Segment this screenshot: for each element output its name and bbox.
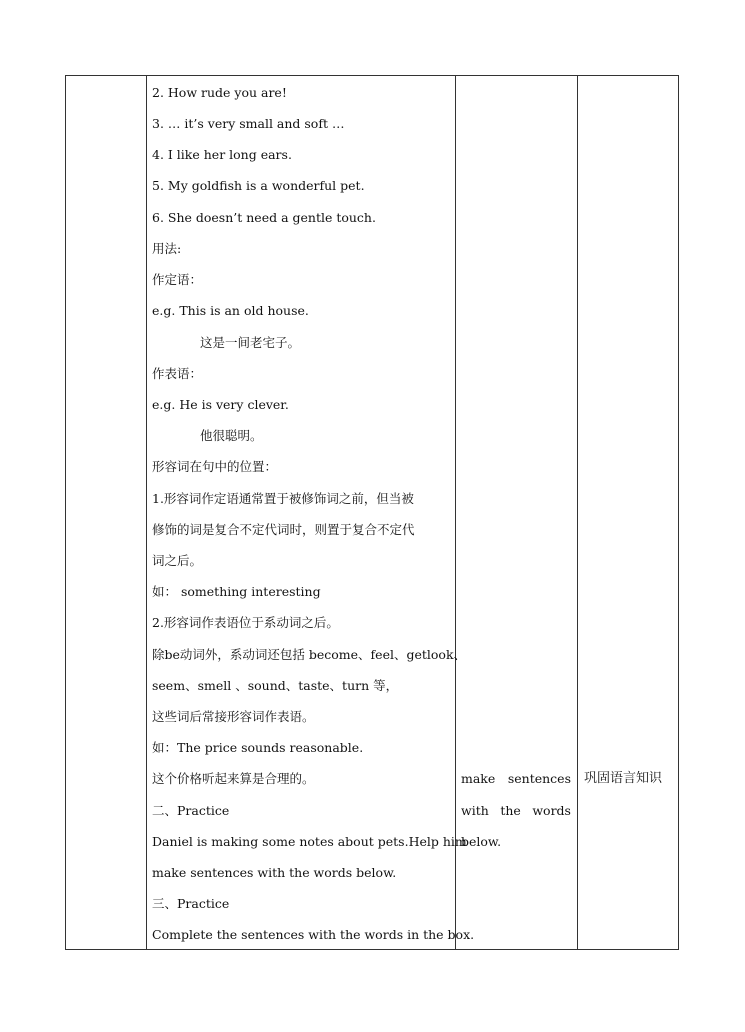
text-line: e.g. This is an old house. <box>152 303 309 318</box>
purpose-text: 巩固语言知识 <box>584 771 663 786</box>
text-line <box>152 834 467 850</box>
word: the <box>500 803 521 818</box>
word: sentences <box>507 771 571 786</box>
activity-line <box>461 803 571 819</box>
text-line: e.g. He is very clever. <box>152 397 289 412</box>
word: with <box>461 803 489 818</box>
text-line: 这些词后常接形容词作表语。 <box>152 709 315 724</box>
text-line: 如： something interesting <box>152 584 321 599</box>
activity-line <box>461 834 571 850</box>
activity-line <box>461 771 571 787</box>
text-line: 3. … it’s very small and soft … <box>152 116 345 131</box>
text-line: 形容词在句中的位置： <box>152 459 278 474</box>
text-line: 这个价格听起来算是合理的。 <box>152 771 315 786</box>
text-line: 词之后。 <box>152 553 203 568</box>
text-line: 5. My goldfish is a wonderful pet. <box>152 178 365 193</box>
text-line: 2.形容词作表语位于系动词之后。 <box>152 615 339 630</box>
column-divider <box>455 76 456 949</box>
text-line: 2. How rude you are! <box>152 85 287 100</box>
text-line: 6. She doesn’t need a gentle touch. <box>152 210 376 225</box>
text-line: Complete the sentences with the words in the box. <box>152 927 475 942</box>
text-line: seem、smell 、sound、taste、turn 等， <box>152 678 399 693</box>
word: below. <box>461 834 502 849</box>
text-line: 作表语： <box>152 366 203 381</box>
text-line: make sentences with the words below. <box>152 865 397 880</box>
text-line: 用法: <box>152 241 182 256</box>
text-line: 三、Practice <box>152 896 230 911</box>
lesson-table <box>65 75 679 950</box>
text-line: 作定语： <box>152 272 203 287</box>
text-line: 除be动词外，系动词还包括 become、feel、getlook、 <box>152 647 467 662</box>
text-line: 如：The price sounds reasonable. <box>152 740 364 755</box>
text-line: 1.形容词作定语通常置于被修饰词之前，但当被 <box>152 491 414 506</box>
word: words <box>532 803 571 818</box>
column-divider <box>146 76 147 949</box>
text-line: 这是一间老宅子。 <box>200 335 301 350</box>
column-divider <box>577 76 578 949</box>
text-line: 二、Practice <box>152 803 230 818</box>
word: Daniel is making some notes about pets.Help him <box>152 834 467 849</box>
word: make <box>461 771 496 786</box>
text-line: 修饰的词是复合不定代词时，则置于复合不定代 <box>152 522 415 537</box>
text-line: 4. I like her long ears. <box>152 147 292 162</box>
text-line: 他很聪明。 <box>200 428 263 443</box>
